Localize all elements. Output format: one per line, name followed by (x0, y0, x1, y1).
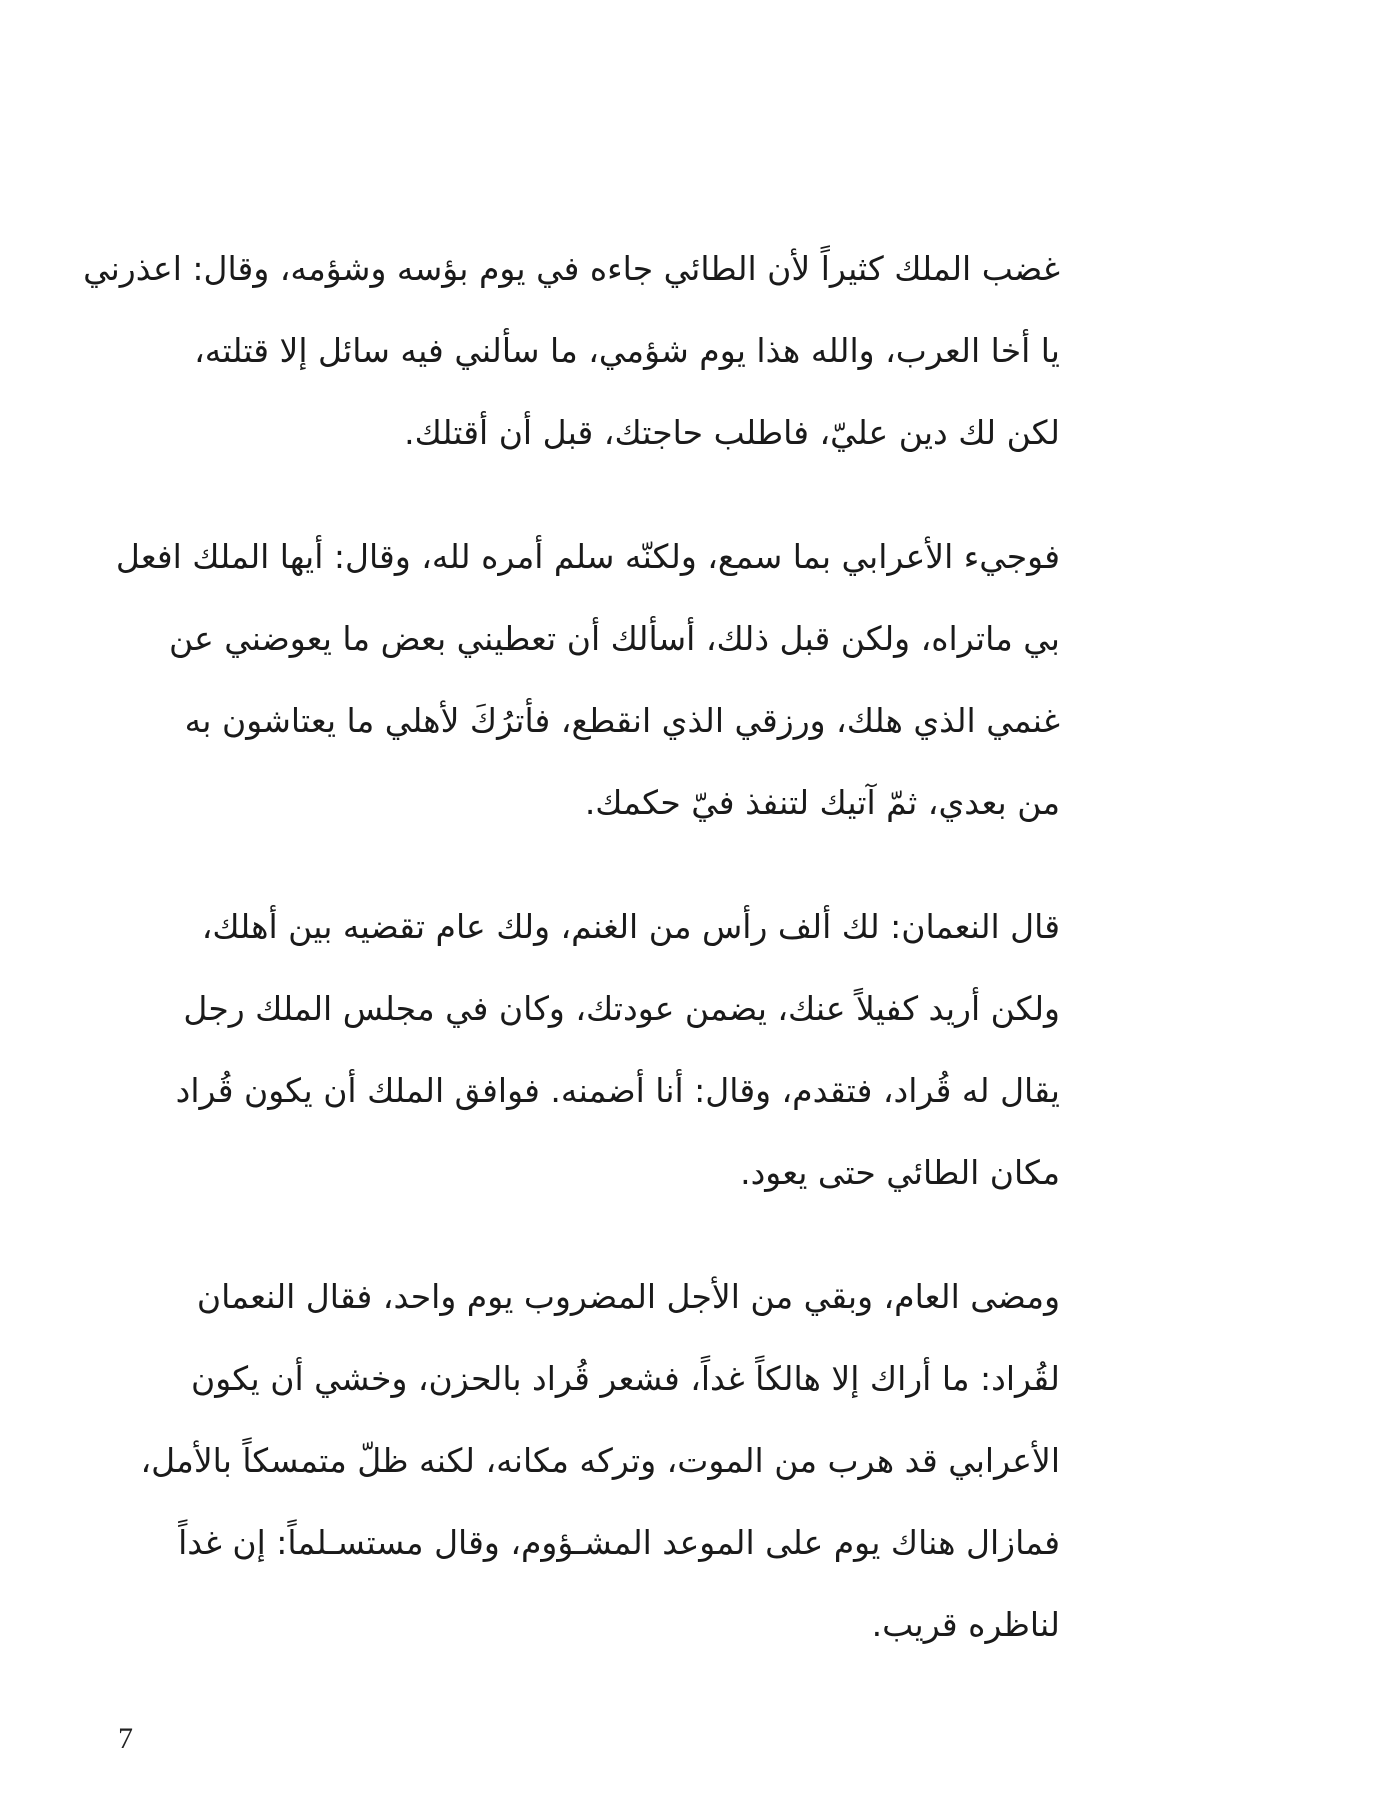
text-line: الأعرابي قد هرب من الموت، وتركه مكانه، لكنه ظلّ متمسكاً بالأمل، (140, 1441, 1060, 1480)
text-line: غضب الملك كثيراً لأن الطائي جاءه في يوم بؤسه وشؤمه، وقال: اعذرني (83, 249, 1060, 288)
text-line: غنمي الذي هلك، ورزقي الذي انقطع، فأترُكَ لأهلي ما يعتاشون به (184, 701, 1060, 740)
paragraph-4 (140, 1256, 1060, 1666)
text-line: من بعدي، ثمّ آتيك لتنفذ فيّ حكمك. (584, 783, 1060, 822)
text-line: ومضى العام، وبقي من الأجل المضروب يوم واحد، فقال النعمان (196, 1277, 1060, 1316)
text-line: قال النعمان: لك ألف رأس من الغنم، ولك عام تقضيه بين أهلك، (201, 907, 1060, 946)
paragraph-1 (83, 228, 1060, 474)
text-line: فوجيء الأعرابي بما سمع، ولكنّه سلم أمره لله، وقال: أيها الملك افعل (115, 537, 1060, 576)
page-number: 7 (118, 1722, 133, 1755)
text-line: لكن لك دين عليّ، فاطلب حاجتك، قبل أن أقتلك. (404, 413, 1060, 452)
text-line: لناظره قريب. (871, 1605, 1060, 1644)
text-line: يا أخا العرب، والله هذا يوم شؤمي، ما سألني فيه سائل إلا قتلته، (194, 331, 1060, 370)
paragraph-3 (175, 886, 1060, 1214)
text-line: ولكن أريد كفيلاً عنك، يضمن عودتك، وكان في مجلس الملك رجل (183, 989, 1060, 1028)
text-line: يقال له قُراد، فتقدم، وقال: أنا أضمنه. فوافق الملك أن يكون قُراد (175, 1071, 1060, 1110)
text-line: بي ماتراه، ولكن قبل ذلك، أسألك أن تعطيني بعض ما يعوضني عن (168, 619, 1060, 658)
body-text (83, 228, 1060, 1708)
paragraph-2 (115, 516, 1060, 844)
text-line: لقُراد: ما أراك إلا هالكاً غداً، فشعر قُراد بالحزن، وخشي أن يكون (191, 1359, 1060, 1398)
text-line: مكان الطائي حتى يعود. (740, 1153, 1060, 1192)
text-line: فمازال هناك يوم على الموعد المشـؤوم، وقال مستسـلماً: إن غداً (178, 1523, 1060, 1562)
